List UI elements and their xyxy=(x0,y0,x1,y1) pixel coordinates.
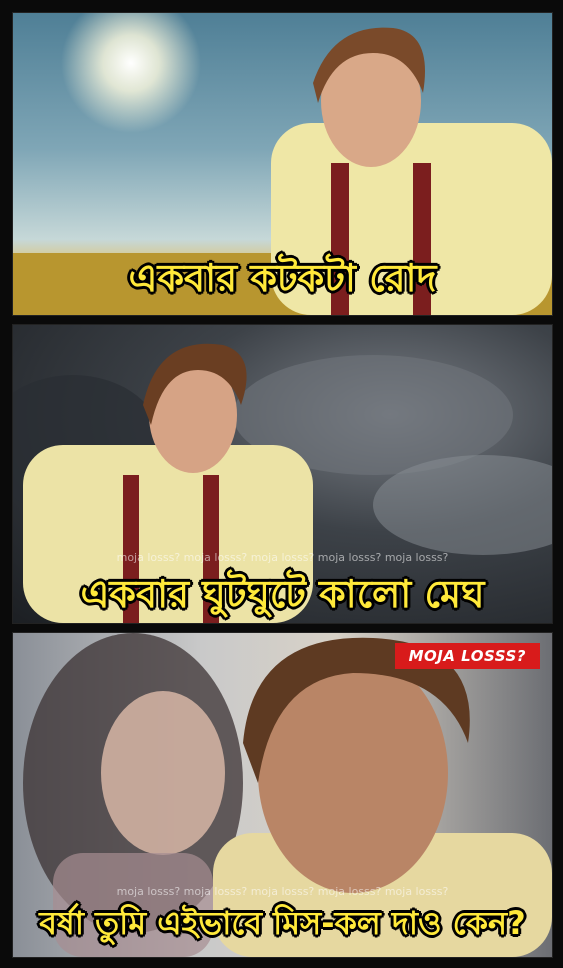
panel-cloudy xyxy=(12,324,553,624)
woman-face-shape xyxy=(101,691,225,855)
caption-text-3: বর্ষা তুমি এইভাবে মিস-কল দাও কেন? xyxy=(39,904,526,942)
panel-couple xyxy=(12,632,553,958)
watermark-text: moja losss? moja losss? moja losss? moja losss? moja losss? xyxy=(116,885,449,898)
moja-losss-badge: MOJA LOSSS? xyxy=(395,643,540,669)
caption-text-1: একবার কটকটা রোদ xyxy=(128,256,437,300)
panel-sunny xyxy=(12,12,553,316)
caption-text-2: একবার ঘুটঘুটে কালো মেঘ xyxy=(80,572,485,616)
sun-icon xyxy=(61,13,201,133)
watermark-text: moja losss? moja losss? moja losss? moja losss? moja losss? xyxy=(116,551,449,564)
